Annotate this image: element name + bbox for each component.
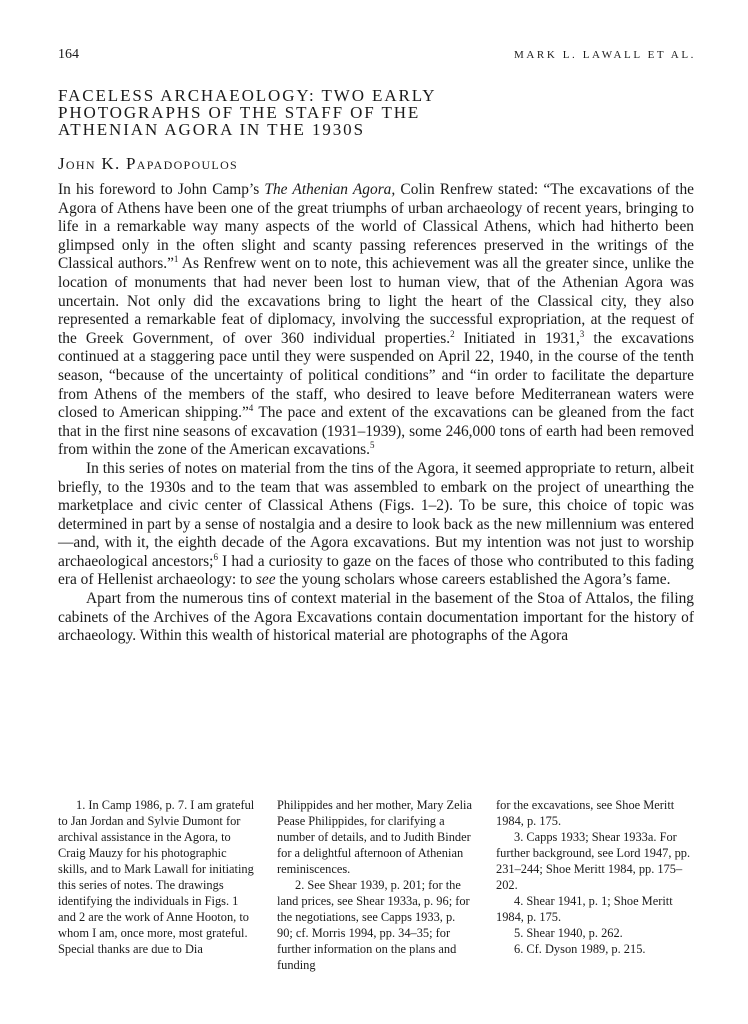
title-line: PHOTOGRAPHS OF THE STAFF OF THE — [58, 103, 421, 122]
text-segment: In his foreword to John Camp’s — [58, 181, 265, 198]
footnote-column — [496, 797, 693, 973]
footnote-paragraph: 1. In Camp 1986, p. 7. I am grateful to Jan Jordan and Sylvie Dumont for archival assistance in the Agora, to Craig Mauzy for his photographic skills, and to Mark Lawall for initiating this series of notes. The drawings identifying the individuals in Figs. 1 and 2 are the work of Anne Hooton, to whom I am, once more, most grateful. Special thanks are due to Dia — [58, 798, 255, 956]
text-segment: the young scholars whose careers established the Agora’s fame. — [275, 571, 671, 589]
footnote-ref: 4 — [248, 403, 254, 413]
body-paragraph — [58, 460, 694, 590]
footnote-ref: 1 — [173, 254, 179, 265]
footnote-paragraph: Philippides and her mother, Mary Zelia Pease Philippides, for clarifying a number of details, and to Judith Binder for a delightful afternoon of Athenian reminiscences. — [277, 798, 472, 876]
footnote-paragraph: 6. Cf. Dyson 1989, p. 215. — [514, 942, 646, 956]
title-line: ATHENIAN AGORA IN THE 1930S — [58, 120, 365, 139]
footnote-paragraph: 2. See Shear 1939, p. 201; for the land prices, see Shear 1933a, p. 96; for the negotiations, see Capps 1933, p. 90; cf. Morris 1994, pp. 34–35; for further information on the plans and funding — [277, 878, 470, 972]
text-segment: In this series of notes on material from the tins of the Agora, it seemed appropriate to return, albeit briefly, to the 1930s and to the team that was assembled to embark on the project of unearthing the marketplace and civic center of Classical Athens (Figs. 1–2). To be sure, this choice of topic was determined in part by a sense of nostalgia and a desire to look back as the new millennium was entered—and, with it, the eighth decade of the Agora excavations. But my intention was not just to worship archaeological ancestors; — [58, 459, 694, 570]
footnote-column — [277, 797, 474, 973]
body-paragraph — [58, 181, 694, 460]
body-text — [58, 181, 694, 646]
footnote-paragraph: 3. Capps 1933; Shear 1933a. For further background, see Lord 1947, pp. 231–244; Shoe Meritt 1984, pp. 175–202. — [496, 830, 691, 892]
running-head: MARK L. LAWALL ET AL. — [513, 49, 696, 61]
text-segment: The pace and extent of the excavations can be gleaned from the fact that in the first nine seasons of excavation (1931–1939), some 246,000 tons of earth had been removed from within the zone of the American excavations. — [58, 404, 694, 459]
text-segment: I had a curiosity to gaze on the faces of those who contributed to this fading era of Hellenist archaeology: to — [58, 552, 695, 589]
body-paragraph — [58, 590, 694, 646]
text-segment: As Renfrew went on to note, this achievement was all the greater since, unlike the location of monuments that had never been lost to human view, that of the Athenian Agora was uncertain. Not only did the excavations bring to light the heart of the Classical city, they also represented a remarkable feat of diplomacy, involving the successful expropriation, at the request of the Greek Government, of over 360 individual properties. — [58, 255, 694, 347]
text-segment: Colin Renfrew stated: “The excavations of the Agora of Athens have been one of the great triumphs of urban archaeology of recent years, bringing to life in a remarkable way many aspects of the world of Classical Athens, which had hitherto been glimpsed only in the often slight and scanty passing references preserved in the writings of the Classical authors.” — [58, 181, 694, 273]
italic-text: see — [255, 571, 276, 589]
footnote-ref: 5 — [369, 440, 375, 451]
footnote-ref: 3 — [579, 328, 585, 339]
title-line: FACELESS ARCHAEOLOGY: TWO EARLY — [58, 86, 437, 105]
footnote-ref: 6 — [213, 551, 218, 562]
footnotes — [58, 797, 694, 973]
text-segment: Apart from the numerous tins of context material in the basement of the Stoa of Attalos, the filing cabinets of the Archives of the Agora Excavations contain documentation important for the history of archaeology. Within this wealth of historical material are photographs of the Agora — [58, 590, 694, 645]
footnote-paragraph: 5. Shear 1940, p. 262. — [514, 926, 623, 940]
footnote-ref: 2 — [450, 328, 455, 339]
footnote-paragraph: 4. Shear 1941, p. 1; Shoe Meritt 1984, p. 175. — [496, 894, 673, 924]
author-name: John K. Papadopoulos — [58, 154, 239, 173]
footnote-column — [58, 797, 255, 973]
article-title — [58, 87, 698, 138]
footnote-paragraph: for the excavations, see Shoe Meritt 1984, p. 175. — [496, 798, 675, 828]
page-number: 164 — [58, 47, 79, 62]
text-segment: the excavations continued at a staggering pace until they were suspended on April 22, 1940, in the course of the tenth season, “because of the uncertainty of political conditions” and “in order to facilitate the departure from Athens of the members of the staff, who desired to leave before Mediterranean waters were closed to American shipping.” — [58, 329, 694, 422]
italic-text: The Athenian Agora, — [264, 181, 396, 198]
text-segment: Initiated in 1931, — [454, 329, 580, 347]
